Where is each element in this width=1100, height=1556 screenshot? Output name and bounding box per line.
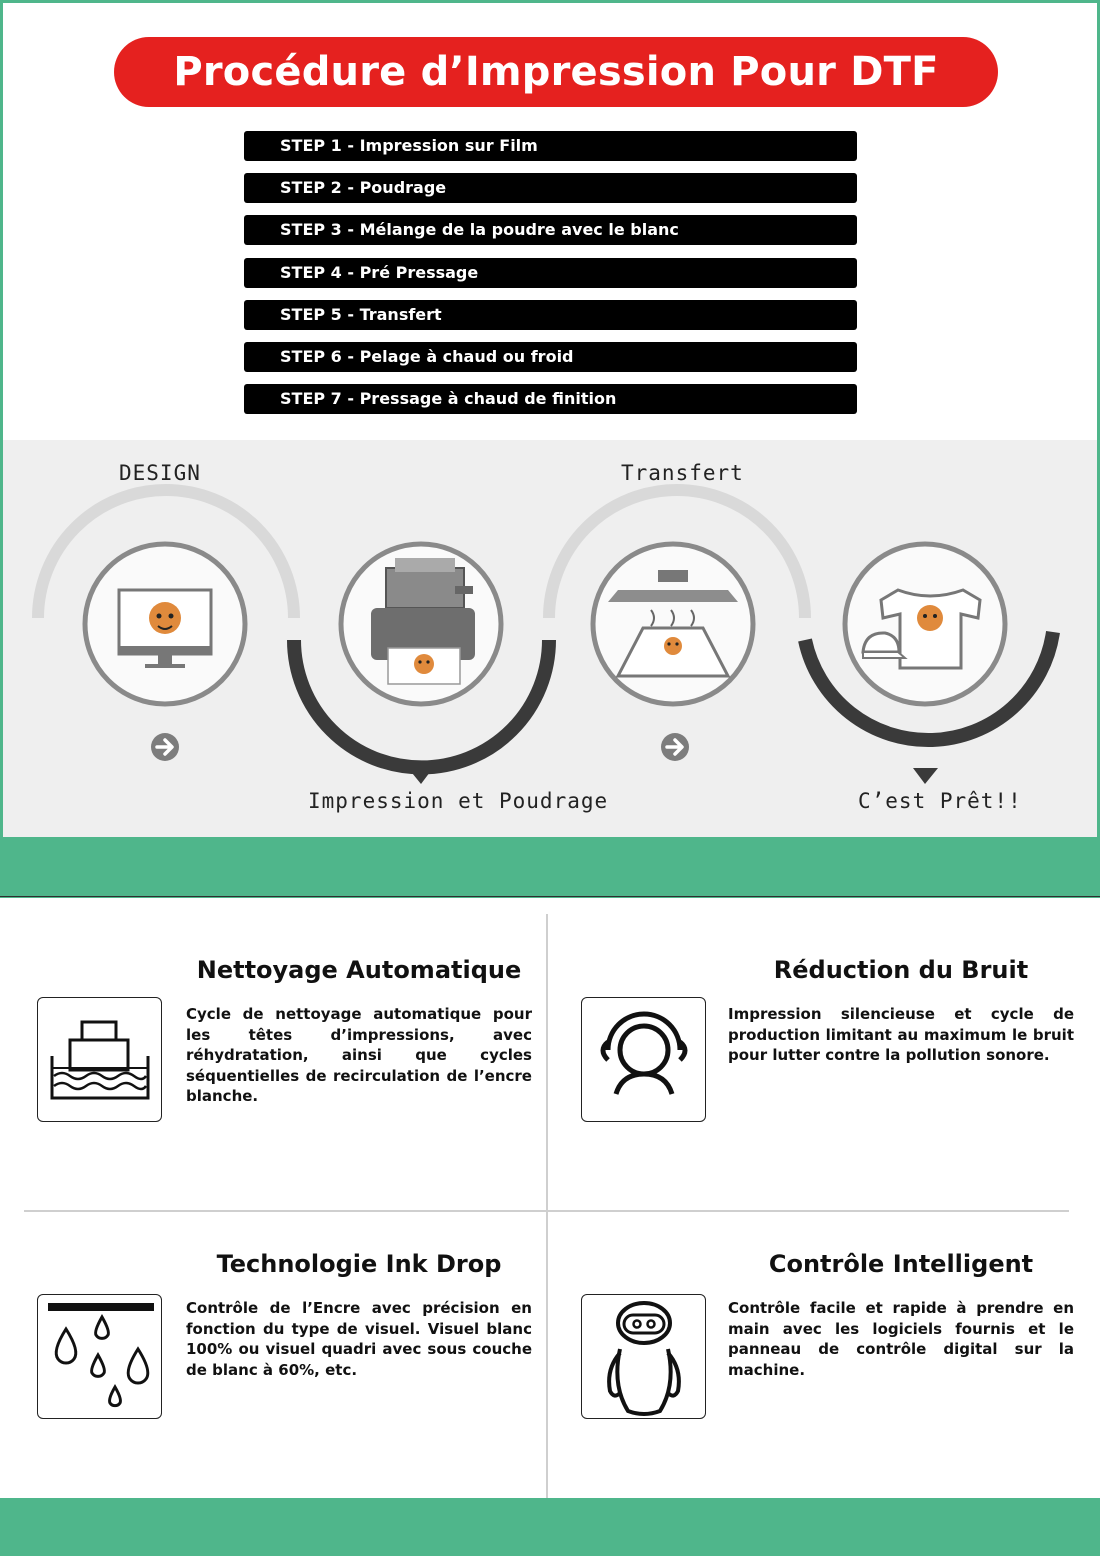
feature-title-bruit: Réduction du Bruit xyxy=(773,956,1029,984)
feature-text-nettoyage: Cycle de nettoyage automatique pour les têtes d’impressions, avec réhydratation, ainsi que cycles séquentielles de recirculation de l’encre blanche. xyxy=(186,1005,532,1105)
label-design: DESIGN xyxy=(119,461,201,485)
arrow-right-icon xyxy=(151,733,179,761)
feature-title-nettoyage: Nettoyage Automatique xyxy=(196,956,522,984)
top-panel xyxy=(3,3,1097,837)
step-6: STEP 6 - Pelage à chaud ou froid xyxy=(244,342,857,372)
headphones-person-icon xyxy=(581,997,706,1122)
steps-list xyxy=(244,131,857,426)
horizontal-divider xyxy=(24,1210,1069,1212)
step-7: STEP 7 - Pressage à chaud de finition xyxy=(244,384,857,414)
step-4: STEP 4 - Pré Pressage xyxy=(244,258,857,288)
feature-title-controle: Contrôle Intelligent xyxy=(768,1250,1034,1278)
page-title: Procédure d’Impression Pour DTF xyxy=(114,37,998,107)
arrow-right-icon xyxy=(661,733,689,761)
vertical-divider xyxy=(546,914,548,1500)
green-band-bottom xyxy=(0,1498,1100,1556)
feature-text-inkdrop: Contrôle de l’Encre avec précision en fonction du type de visuel. Visuel blanc 100% ou visuel quadri avec sous couche de blanc à 60%, etc. xyxy=(186,1299,532,1379)
robot-icon xyxy=(581,1294,706,1419)
step-5: STEP 5 - Transfert xyxy=(244,300,857,330)
feature-title-inkdrop: Technologie Ink Drop xyxy=(216,1250,502,1278)
feature-text-controle: Contrôle facile et rapide à prendre en main avec les logiciels fournis et le panneau de contrôle digital sur la machine. xyxy=(728,1299,1074,1379)
label-transfert: Transfert xyxy=(621,461,744,485)
feature-text-bruit: Impression silencieuse et cycle de production limitant au maximum le bruit pour lutter contre la pollution sonore. xyxy=(728,1005,1074,1064)
cleaning-bath-icon xyxy=(37,997,162,1122)
process-track xyxy=(3,440,1097,837)
label-impression-poudrage: Impression et Poudrage xyxy=(308,789,609,813)
step-2: STEP 2 - Poudrage xyxy=(244,173,857,203)
process-diagram xyxy=(3,440,1097,837)
step-3: STEP 3 - Mélange de la poudre avec le blanc xyxy=(244,215,857,245)
label-pret: C’est Prêt!! xyxy=(858,789,1022,813)
ink-drops-icon xyxy=(37,1294,162,1419)
features-grid xyxy=(0,898,1100,1498)
green-band-top xyxy=(0,837,1100,897)
step-1: STEP 1 - Impression sur Film xyxy=(244,131,857,161)
